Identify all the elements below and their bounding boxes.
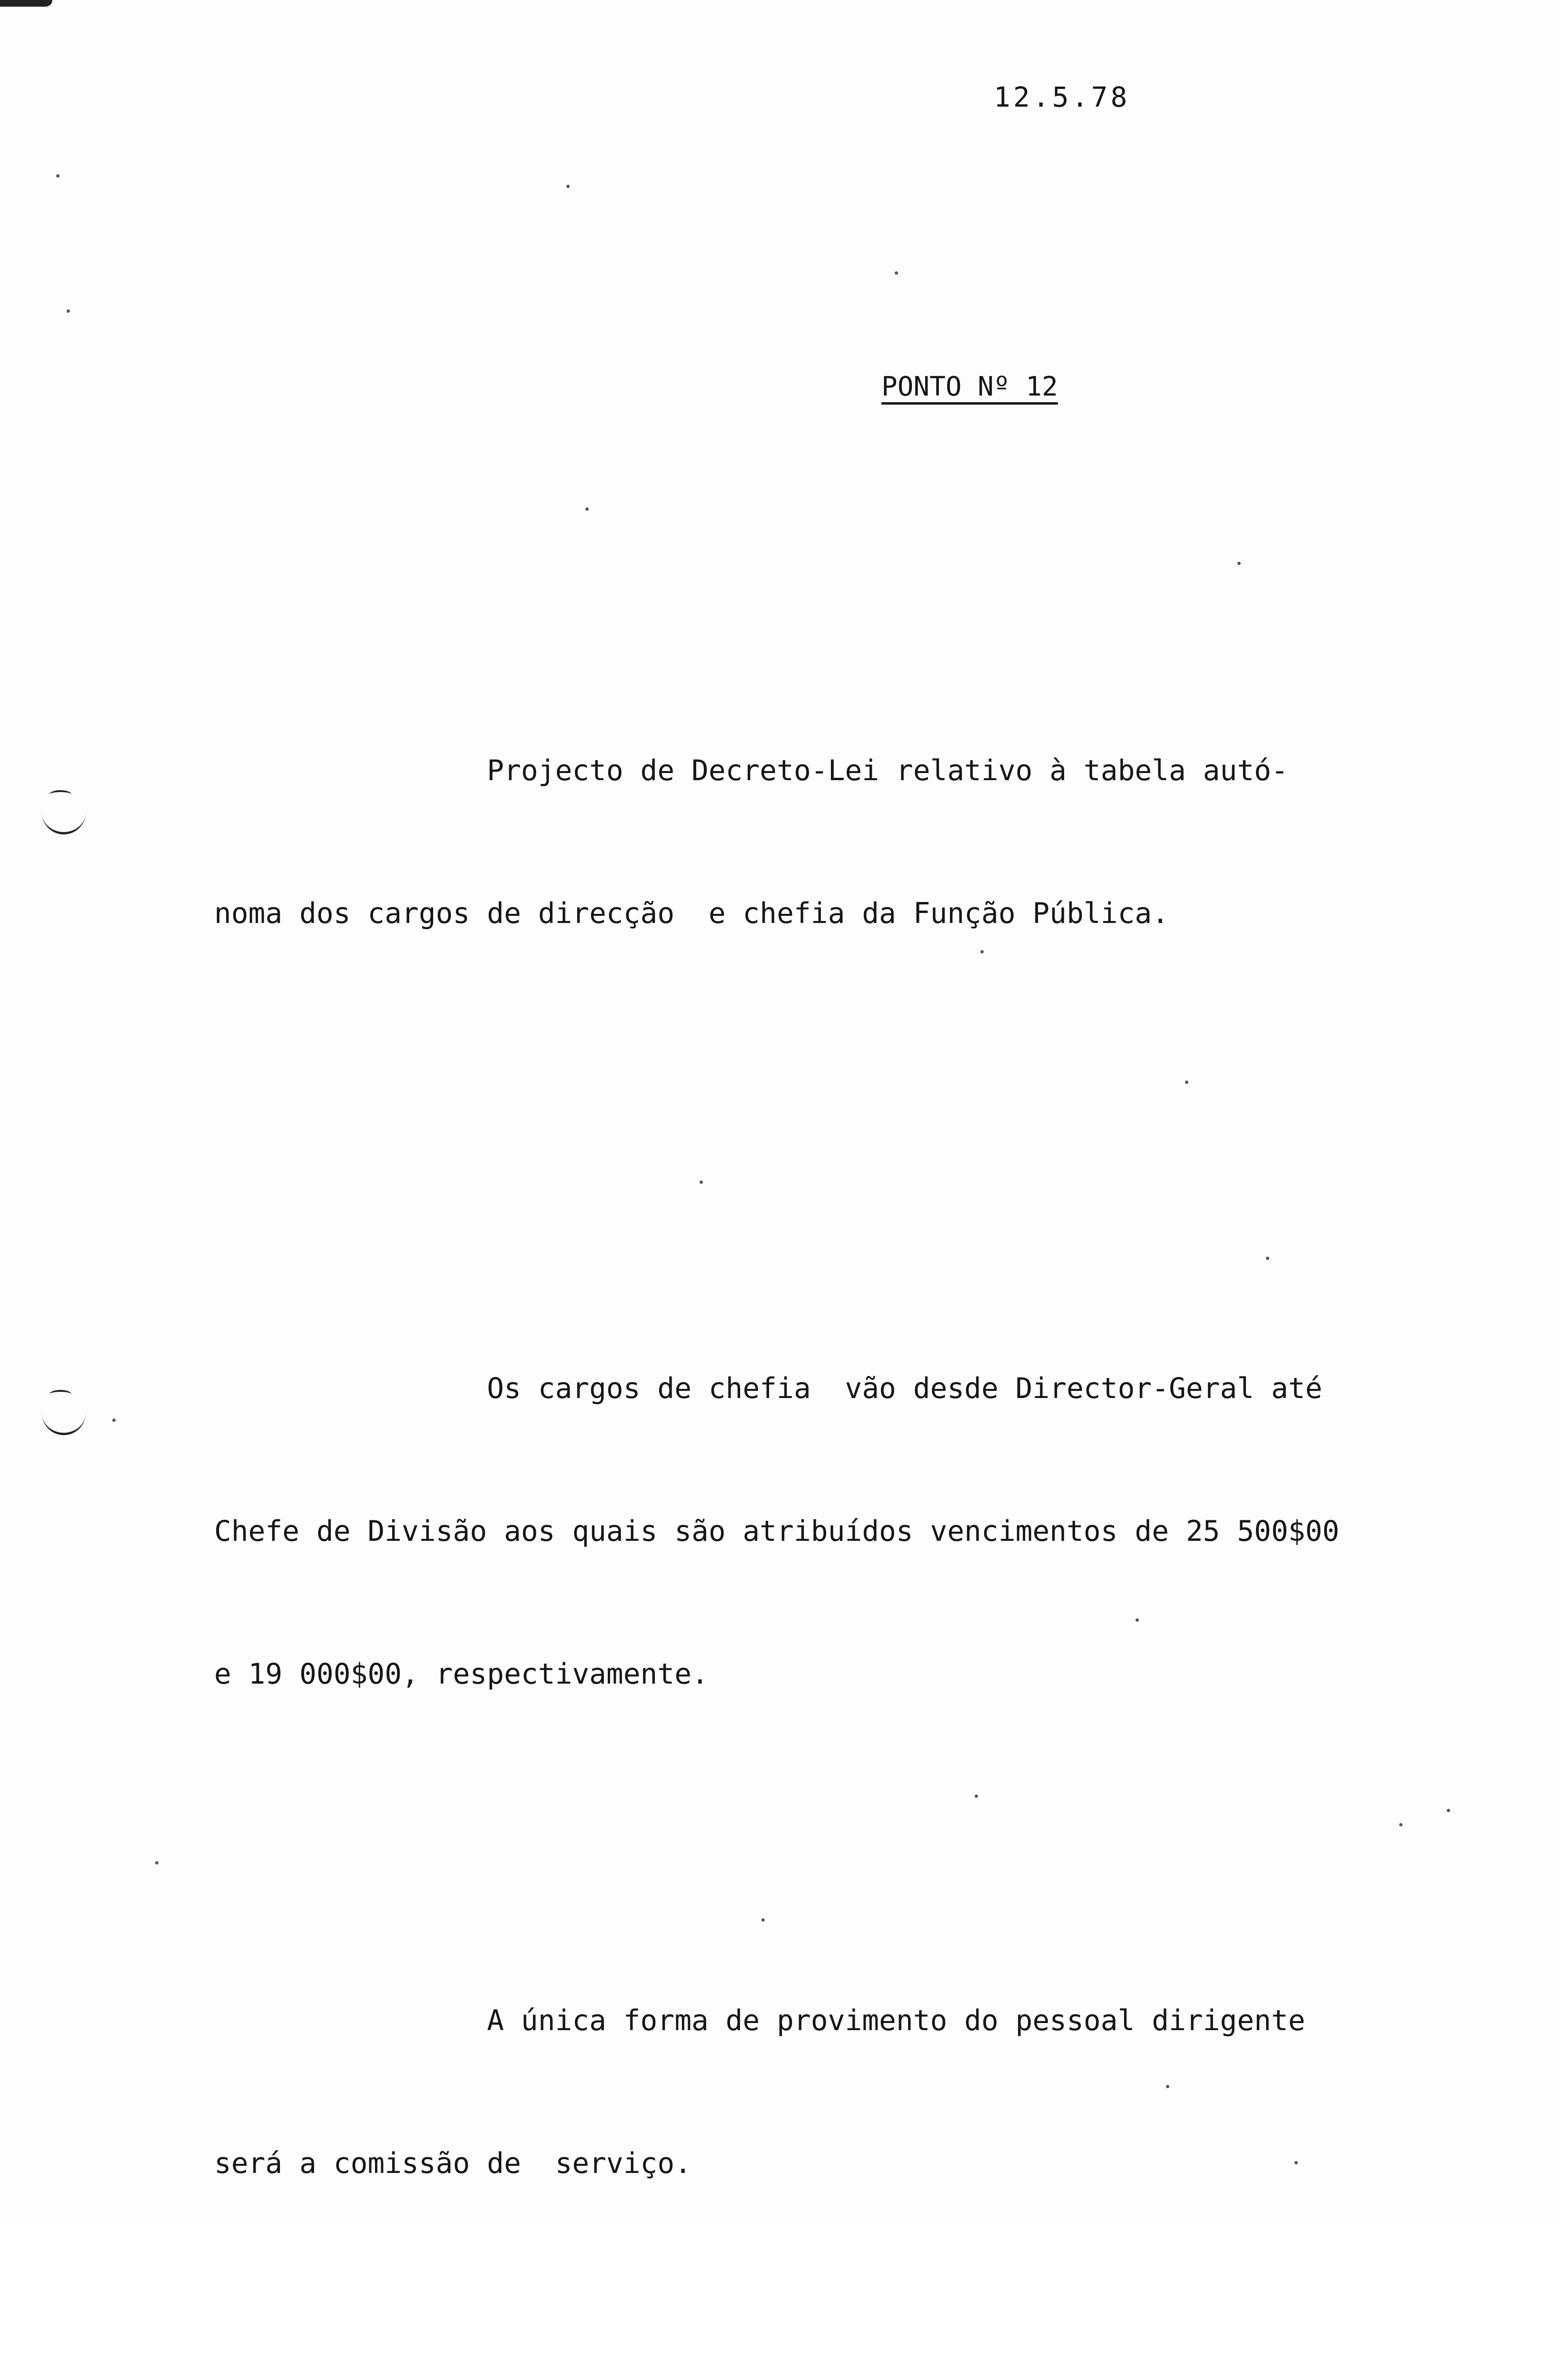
paragraph-1 <box>214 652 1471 1033</box>
paragraph-2 <box>214 1270 1471 1794</box>
scan-speck <box>155 1861 158 1864</box>
document-date: 12.5.78 <box>994 81 1130 113</box>
punch-hole-icon <box>42 803 86 834</box>
document-heading: PONTO Nº 12 <box>881 371 1058 402</box>
scan-speck <box>67 309 70 313</box>
scan-speck <box>56 174 59 178</box>
scan-speck <box>566 185 570 188</box>
text-line: noma dos cargos de direcção e chefia da Função Pública. <box>214 897 1169 930</box>
text-line: A única forma de provimento do pessoal dirigente <box>214 2004 1305 2037</box>
scan-speck <box>585 507 589 511</box>
text-line: Chefe de Divisão aos quais são atribuídos vencimentos de 25 500$00 <box>214 1515 1340 1548</box>
punch-hole-icon <box>42 1404 86 1435</box>
scan-corner-mark <box>0 0 52 7</box>
scan-speck <box>112 1418 116 1422</box>
text-line: Projecto de Decreto-Lei relativo à tabela autó- <box>214 754 1288 787</box>
text-line: será a comissão de serviço. <box>214 2147 692 2180</box>
document-body <box>214 557 1471 2380</box>
paragraph-3 <box>214 1902 1471 2283</box>
punch-hole-top-arc <box>49 1390 71 1398</box>
scan-speck <box>895 271 898 275</box>
text-line: e 19 000$00, respectivamente. <box>214 1658 709 1691</box>
text-line: Os cargos de chefia vão desde Director-Geral até <box>214 1372 1323 1405</box>
punch-hole-top-arc <box>49 790 71 799</box>
paragraph-4 <box>214 2378 1471 2380</box>
